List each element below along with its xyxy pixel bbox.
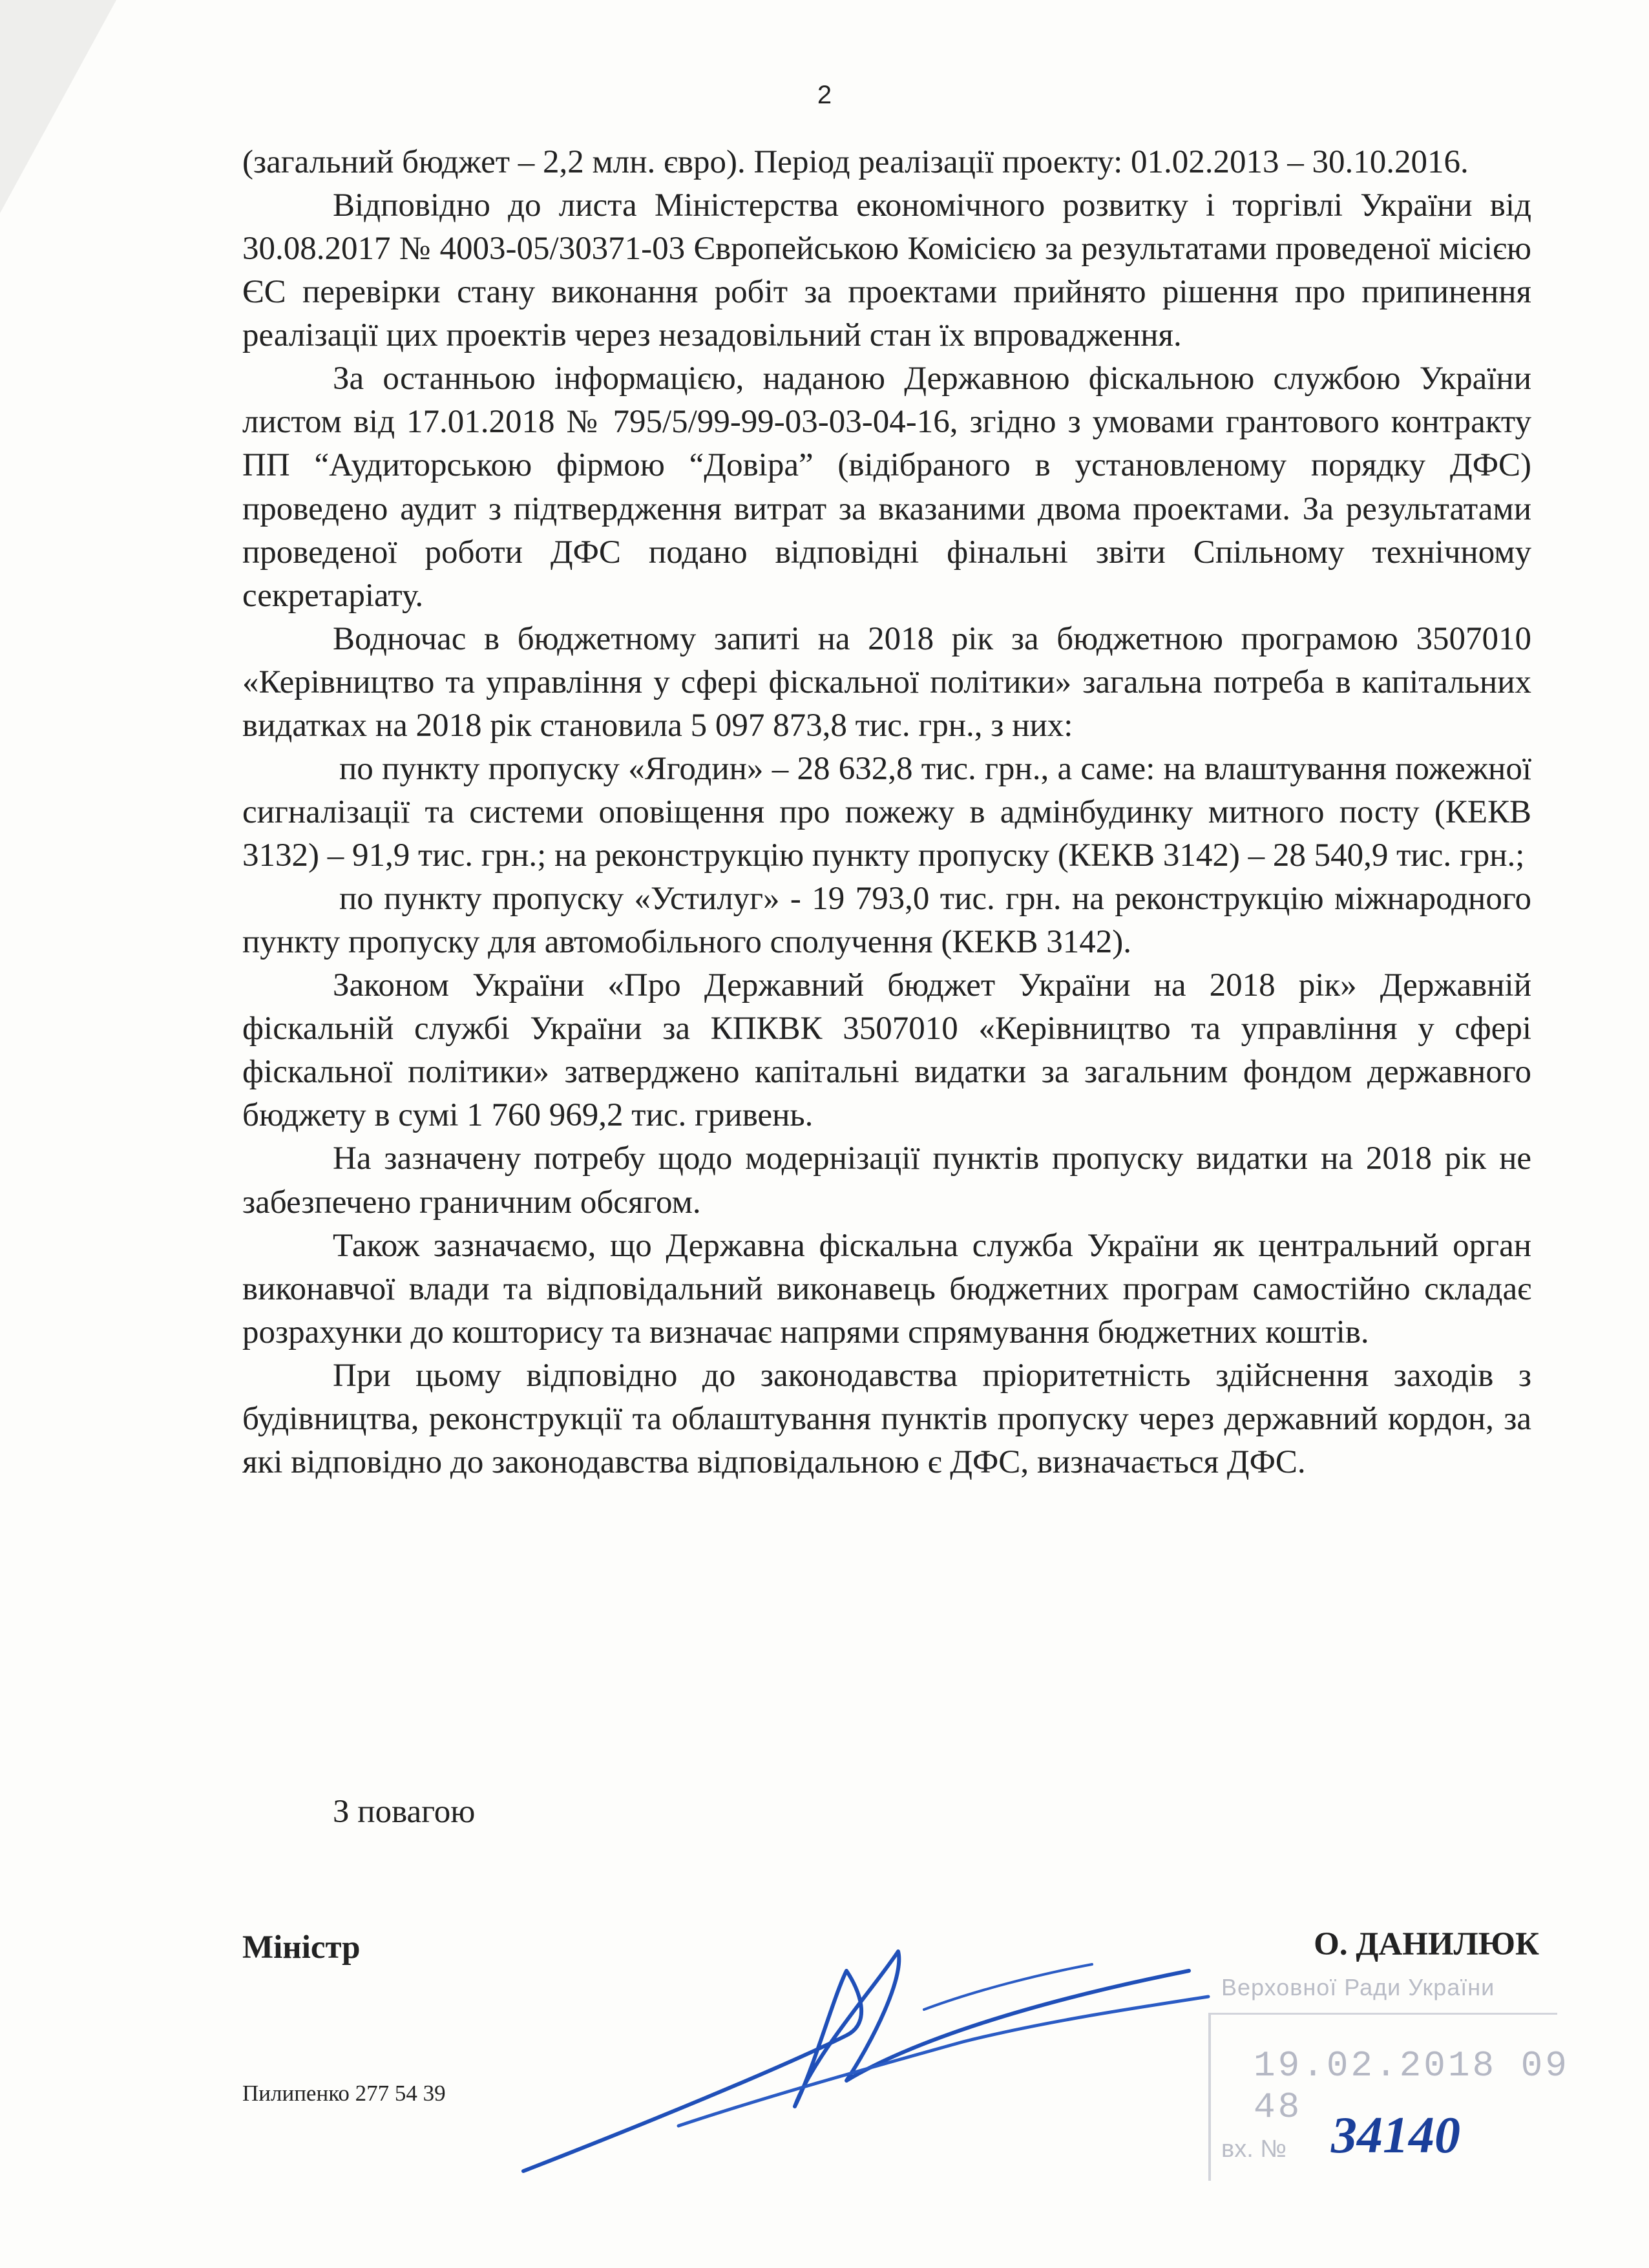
- letter-body: [242, 141, 1531, 1484]
- stamp-organization: Верховної Ради України: [1221, 1974, 1495, 2000]
- page-number: 2: [817, 81, 832, 109]
- stamp-incoming-label: вх. №: [1221, 2136, 1287, 2163]
- paragraph-audit-info: За останньою інформацією, наданою Державною фіскальною службою України листом від 17.01.2018 № 795/5/99-99-03-03-04-16, згідно з умовами грантового контракту ПП “Аудиторською фірмою “Довіра” (відібраного в установленому порядку ДФС) проведено аудит з підтвердження витрат за вказаними двома проектами. За результатами проведеної роботи ДФС подано відповідні фінальні звіти Спільному технічному секретаріату.: [242, 361, 1531, 614]
- stamp-incoming-number: 34140: [1331, 2107, 1460, 2164]
- paragraph-not-funded: На зазначену потребу щодо модернізації пунктів пропуску видатки на 2018 рік не забезпечено граничним обсягом.: [242, 1140, 1531, 1221]
- paragraph-ministry-letter: Відповідно до листа Міністерства економічного розвитку і торгівлі України від 30.08.2017 № 4003-05/30371-03 Європейською Комісією за результатами проведеної місією ЄС перевірки стану виконання робіт за проектами прийнято рішення про припинення реалізації цих проектів через незадовільний стан їх впровадження.: [242, 187, 1531, 354]
- handwritten-signature: [510, 1913, 1221, 2184]
- signer-name: О. ДАНИЛЮК: [1314, 1926, 1539, 1962]
- signer-position: Міністр: [242, 1929, 361, 1966]
- paragraph-budget-request: Водночас в бюджетному запиті на 2018 рік за бюджетною програмою 3507010 «Керівництво та управління у сфері фіскальної політики» загальна потреба в капітальних видатках на 2018 рік становила 5 097 873,8 тис. грн., з них:: [242, 620, 1531, 744]
- stamp-border-top: [1208, 2013, 1557, 2015]
- contact-info: Пилипенко 277 54 39: [242, 2081, 446, 2106]
- stamp-date: 19.02.2018 09 48: [1254, 2045, 1570, 2128]
- closing-greeting: З повагою: [333, 1794, 476, 1830]
- paragraph-budget-law: Законом України «Про Державний бюджет України на 2018 рік» Державній фіскальній службі України за КПКВК 3507010 «Керівництво та управління у сфері фіскальної політики» затверджено капітальні видатки за загальним фондом державного бюджету в сумі 1 760 969,2 тис. гривень.: [242, 967, 1531, 1134]
- paragraph-dfs-role: Також зазначаємо, що Державна фіскальна служба України як центральний орган виконавчої влади та відповідальний виконавець бюджетних програм самостійно складає розрахунки до кошторису та визначає напрями спрямування бюджетних коштів.: [242, 1227, 1531, 1350]
- paragraph-ustyluh: по пункту пропуску «Устилуг» - 19 793,0 тис. грн. на реконструкцію міжнародного пункту пропуску для автомобільного сполучення (КЕКВ 3142).: [242, 881, 1531, 961]
- paragraph-budget-period: (загальний бюджет – 2,2 млн. євро). Період реалізації проекту: 01.02.2013 – 30.10.2016.: [242, 144, 1469, 180]
- paragraph-priority: При цьому відповідно до законодавства пріоритетність здійснення заходів з будівництва, реконструкції та облаштування пунктів пропуску через державний кордон, за які відповідно до законодавства відповідальною є ДФС, визначається ДФС.: [242, 1357, 1531, 1480]
- registration-stamp: [1208, 1974, 1570, 2187]
- paragraph-yahodyn: по пункту пропуску «Ягодин» – 28 632,8 тис. грн., а саме: на влаштування пожежної сигналізації та системи оповіщення про пожежу в адмінбудинку митного посту (КЕКВ 3132) – 91,9 тис. грн.; на реконструкцію пункту пропуску (КЕКВ 3142) – 28 540,9 тис. грн.;: [242, 750, 1531, 874]
- stamp-border-left: [1208, 2013, 1211, 2181]
